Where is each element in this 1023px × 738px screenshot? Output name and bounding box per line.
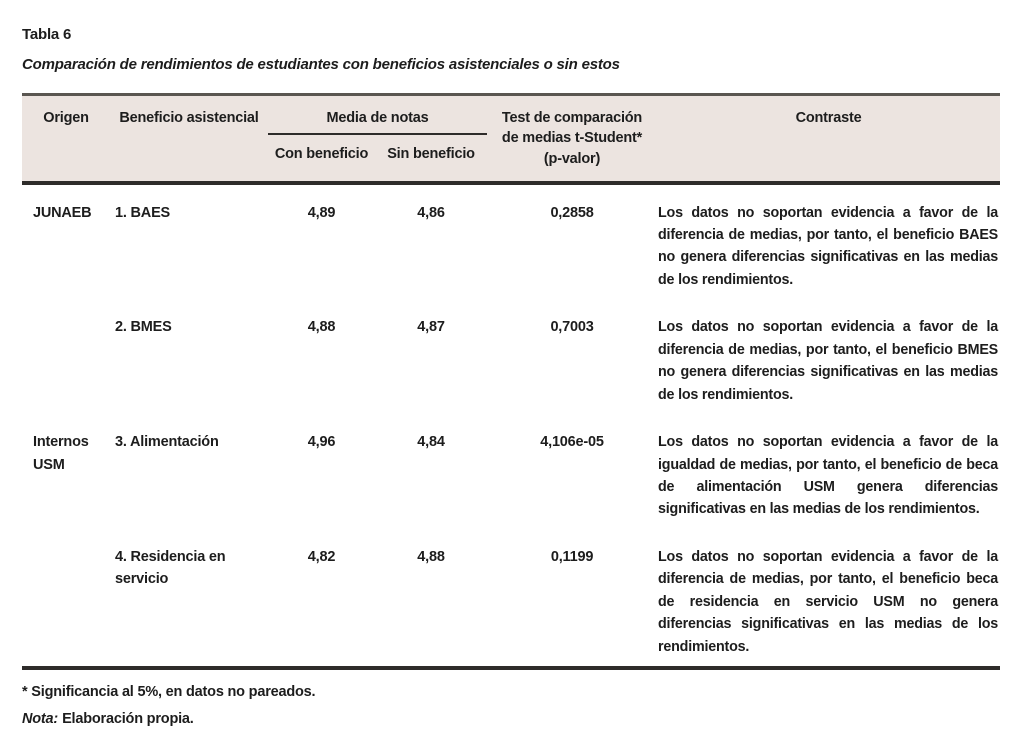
col-header-contraste: Contraste (657, 95, 1000, 183)
origen-cell: Internos USM (33, 434, 89, 473)
table-header-row-1 (22, 95, 1000, 135)
nota-label: Nota: (22, 711, 59, 728)
p-valor-cell: 0,7003 (550, 319, 594, 336)
table-title: Tabla 6 (22, 26, 72, 43)
table-row (22, 414, 1000, 529)
col-header-sin-beneficio: Sin beneficio (375, 134, 487, 182)
table-row (22, 529, 1000, 668)
contraste-cell: Los datos no soportan evidencia a favor de la diferencia de medias, por tanto, el beneficio BAES no genera diferencias significativas en las medias de los rendimientos. (657, 183, 1000, 300)
con-beneficio-cell: 4,82 (307, 548, 336, 565)
beneficio-cell: 1. BAES (110, 183, 268, 300)
col-header-test-t-student: Test de comparación de medias t-Student* (p-valor) (487, 95, 657, 183)
sin-beneficio-cell: 4,84 (417, 434, 445, 451)
source-note (22, 711, 1000, 727)
origen-cell: JUNAEB (22, 183, 110, 300)
contraste-cell: Los datos no soportan evidencia a favor de la diferencia de medias, por tanto, el beneficio beca de residencia en servicio USM no genera diferencias significativas en las medias de los rendimientos. (658, 548, 999, 655)
col-header-beneficio: Beneficio asistencial (110, 95, 268, 183)
origen-cell (22, 299, 110, 414)
beneficio-cell: 3. Alimentación (115, 434, 219, 451)
con-beneficio-cell: 4,96 (307, 434, 336, 451)
sin-beneficio-cell: 4,86 (375, 183, 487, 300)
table-subtitle: Comparación de rendimientos de estudiantes con beneficios asistenciales o sin estos (22, 56, 620, 73)
beneficio-cell: 2. BMES (115, 319, 172, 336)
col-header-origen: Origen (22, 95, 110, 183)
table-header (22, 95, 1000, 183)
contraste-cell: Los datos no soportan evidencia a favor de la diferencia de medias, por tanto, el beneficio BMES no genera diferencias significativas en las medias de los rendimientos. (658, 319, 999, 403)
origen-cell (22, 529, 110, 668)
sin-beneficio-cell: 4,88 (417, 548, 445, 565)
nota-text: Elaboración propia. (62, 711, 194, 728)
col-header-con-beneficio: Con beneficio (268, 134, 375, 182)
beneficio-cell: 4. Residencia en servicio (115, 548, 226, 588)
col-header-media-de-notas: Media de notas (268, 95, 487, 135)
table-row (22, 183, 1000, 300)
p-valor-cell: 4,106e-05 (540, 434, 604, 451)
contraste-cell: Los datos no soportan evidencia a favor de la igualdad de medias, por tanto, el beneficio de beca de alimentación USM genera diferencias significativas en las medias de los rendimientos. (658, 434, 999, 518)
con-beneficio-cell: 4,89 (268, 183, 375, 300)
p-valor-cell: 0,1199 (550, 548, 594, 565)
footnotes (22, 684, 1000, 727)
p-valor-cell: 0,2858 (487, 183, 657, 300)
comparison-table (22, 93, 1000, 670)
sin-beneficio-cell: 4,87 (417, 319, 445, 336)
con-beneficio-cell: 4,88 (307, 319, 336, 336)
significance-footnote: * Significancia al 5%, en datos no pareados. (22, 684, 316, 701)
table-row (22, 299, 1000, 414)
